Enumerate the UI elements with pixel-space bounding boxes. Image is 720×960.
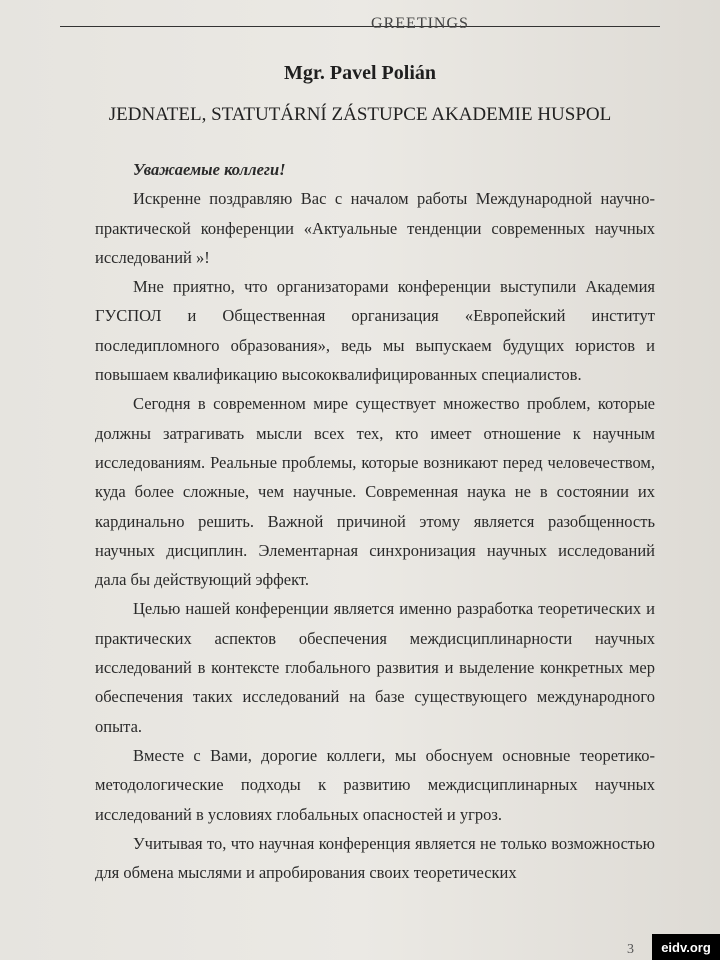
paragraph: Учитывая то, что научная конференция является не только возможностью для обмена мыслями и апробирования своих теоретических xyxy=(95,833,655,883)
paragraph: Мне приятно, что организаторами конференции выступили Академия ГУСПОЛ и Общественная организация «Европейский институт последипломного образования», ведь мы выпускаем будущих юристов и повышаем квалификацию высококвалифицированных специалистов. xyxy=(95,277,655,385)
letter-body xyxy=(95,155,655,887)
paragraph: Сегодня в современном мире существует множество проблем, которые должны затрагивать мысли всех тех, кто имеет отношение к научным исследованиям. Реальные проблемы, которые возникают перед человечеством, куда более сложные, чем научные. Современная наука не в состоянии их кардинально решить. Важной причиной этому является разобщенность научных дисциплин. Элементарная синхронизация научных исследований дала бы действующий эффект. xyxy=(95,394,655,590)
author-name: Mgr. Pavel Polián xyxy=(283,62,437,84)
salutation: Уважаемые коллеги! xyxy=(133,160,286,179)
header-rule xyxy=(60,15,660,32)
running-title: GREETINGS xyxy=(371,15,469,32)
page-number: 3 xyxy=(627,942,634,957)
paragraph: Целью нашей конференции является именно разработка теоретических и практических аспектов обеспечения междисциплинарности научных исследований в контексте глобального развития и выделение конкретных мер обеспечения таких исследований на базе существующего международного опыта. xyxy=(95,599,655,736)
paragraph: Вместе с Вами, дорогие коллеги, мы обоснуем основные теоретико-методологические подходы к развитию междисциплинарных научных исследований в условиях глобальных опасностей и угроз. xyxy=(95,745,655,824)
watermark: eidv.org xyxy=(652,934,720,960)
author-position: JEDNATEL, STATUTÁRNÍ ZÁSTUPCE AKADEMIE HUSPOL xyxy=(108,104,612,125)
paragraph: Искренне поздравляю Вас с началом работы Международной научно-практической конференции «Актуальные тенденции современных научных исследований »! xyxy=(95,189,655,267)
